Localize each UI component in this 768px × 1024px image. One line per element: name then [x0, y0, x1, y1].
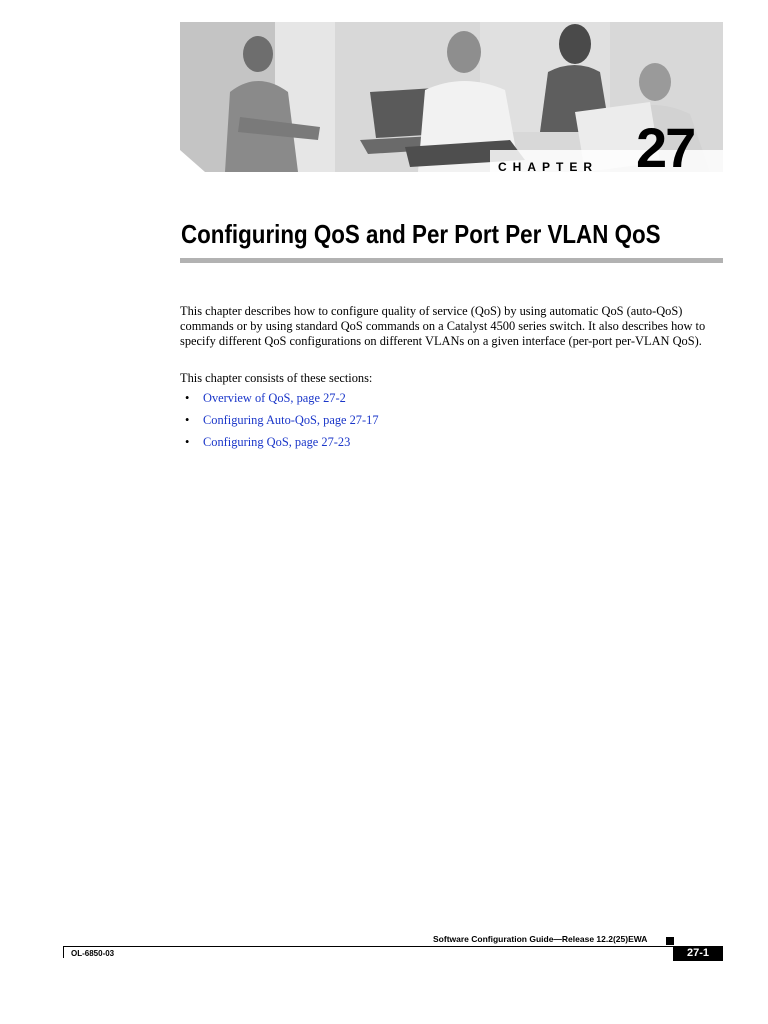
footer-doc-number: OL-6850-03 — [71, 949, 115, 958]
footer-guide-title: Software Configuration Guide—Release 12.2(25)EWA — [433, 934, 648, 944]
chapter-label: CHAPTER — [498, 160, 599, 174]
chapter-title: Configuring QoS and Per Port Per VLAN QoS — [181, 219, 661, 249]
footer-tick — [63, 946, 64, 958]
sections-lead-text: This chapter consists of these sections: — [180, 371, 373, 385]
bullet: • — [185, 435, 190, 449]
section-link-configuring-qos[interactable]: Configuring QoS, page 27-23 — [203, 435, 351, 449]
section-link-configuring-auto-qos[interactable]: Configuring Auto-QoS, page 27-17 — [203, 413, 379, 427]
footer-rule — [63, 946, 723, 947]
bullet: • — [185, 391, 190, 405]
footer-marker — [666, 937, 674, 945]
chapter-number: 27 — [636, 116, 695, 179]
intro-paragraph: This chapter describes how to configure quality of service (QoS) by using automatic QoS (auto-QoS) commands or by using standard QoS commands on a Catalyst 4500 series switch. It also describes how to specify different QoS configurations on different VLANs on a given interface (per-port per-VLAN QoS). — [180, 304, 706, 348]
page-number: 27-1 — [673, 946, 723, 961]
section-link-overview-of-qos[interactable]: Overview of QoS, page 27-2 — [203, 391, 346, 405]
bullet: • — [185, 413, 190, 427]
title-underline-rule — [180, 258, 723, 263]
